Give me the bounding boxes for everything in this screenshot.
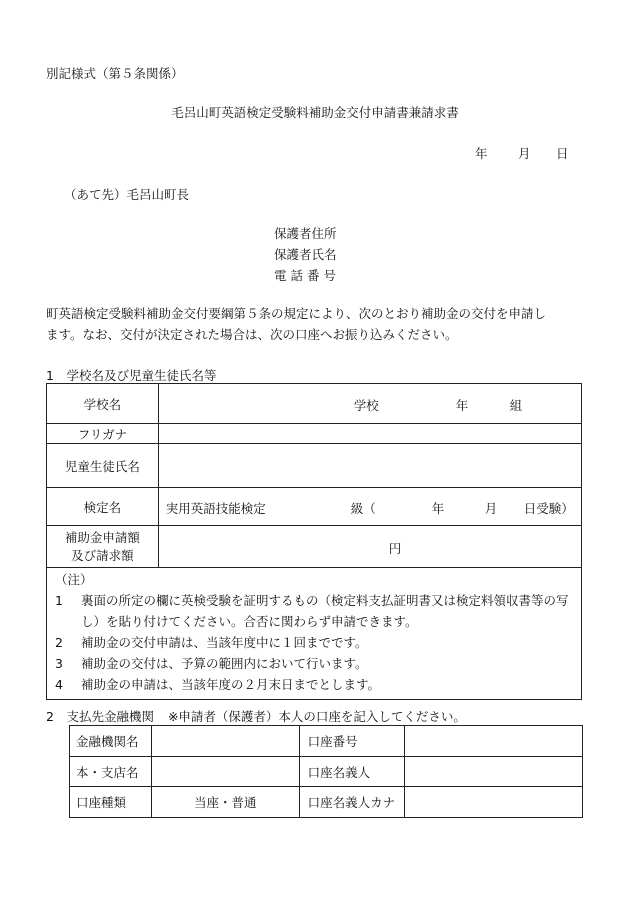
applicant-name-label: 保護者氏名 — [274, 247, 337, 262]
student-info-table — [46, 383, 582, 568]
note-text: 裏面の所定の欄に英検受験を証明するもの（検定料支払証明書又は検定料領収書等の写し）を貼り付けてください。合否に関わらず申請できます。 — [81, 593, 569, 629]
section2-title: 2 支払先金融機関 — [46, 709, 154, 724]
bank-table — [69, 725, 583, 818]
note-text: 補助金の交付申請は、当該年度中に１回までです。 — [81, 635, 368, 650]
kyu-label: 級（ — [350, 501, 376, 516]
bank-row — [70, 726, 583, 757]
intro-line-2: ます。なお、交付が決定された場合は、次の口座へお振り込みください。 — [46, 327, 458, 342]
note-number: 1 — [55, 593, 63, 608]
school-label: 学校名 — [47, 384, 159, 424]
furigana-row — [47, 424, 582, 444]
holder-kana-input[interactable] — [405, 787, 583, 818]
note-item — [55, 653, 581, 674]
student-name-input[interactable] — [158, 444, 581, 488]
note-text: 補助金の交付は、予算の範囲内において行います。 — [81, 656, 368, 671]
notes-heading: （注） — [55, 572, 93, 587]
grade-suffix: 年 — [455, 398, 469, 413]
holder-label: 口座名義人 — [299, 757, 405, 787]
exam-name: 実用英語技能検定 — [165, 501, 266, 516]
section1-heading: 1 学校名及び児童生徒氏名等 — [46, 368, 217, 383]
amount-input[interactable] — [158, 526, 581, 568]
amount-row — [47, 526, 582, 568]
amount-label — [47, 526, 159, 568]
note-item — [55, 632, 581, 653]
applicant-phone-label: 電 話 番 号 — [274, 268, 336, 283]
account-type-select[interactable]: 当座・普通 — [151, 787, 299, 818]
form-label: 別記様式（第５条関係） — [46, 66, 184, 81]
branch-label: 本・支店名 — [70, 757, 152, 787]
branch-row — [70, 757, 583, 787]
intro-line-1: 町英語検定受験料補助金交付要綱第５条の規定により、次のとおり補助金の交付を申請し — [46, 306, 547, 321]
note-number: 3 — [55, 656, 63, 671]
class-suffix: 組 — [509, 398, 523, 413]
account-number-label: 口座番号 — [299, 726, 405, 757]
date-day: 日 — [556, 146, 569, 161]
furigana-label: フリガナ — [47, 424, 159, 444]
account-type-label: 口座種類 — [70, 787, 152, 818]
school-row — [47, 384, 582, 424]
note-text: 補助金の申請は、当該年度の２月末日までとします。 — [81, 677, 381, 692]
yen-suffix: 円 — [388, 541, 402, 556]
account-number-input[interactable] — [405, 726, 583, 757]
exam-year-suffix: 年 — [431, 501, 445, 516]
date-month: 月 — [518, 146, 531, 161]
exam-day-suffix: 日受験） — [523, 501, 574, 516]
date-year: 年 — [475, 146, 488, 161]
furigana-input[interactable] — [158, 424, 581, 444]
exam-row — [47, 488, 582, 526]
note-number: 4 — [55, 677, 63, 692]
exam-month-suffix: 月 — [484, 501, 498, 516]
section2-note: ※申請者（保護者）本人の口座を記入してください。 — [167, 709, 466, 724]
addressee: （あて先）毛呂山町長 — [64, 187, 190, 202]
exam-input[interactable] — [158, 488, 581, 526]
type-row — [70, 787, 583, 818]
branch-input[interactable] — [151, 757, 299, 787]
amount-label-line1: 補助金申請額 — [64, 529, 140, 545]
note-item — [55, 590, 581, 632]
exam-label: 検定名 — [47, 488, 159, 526]
school-input[interactable] — [158, 384, 581, 424]
notes-box — [46, 567, 582, 700]
bank-name-label: 金融機関名 — [70, 726, 152, 757]
applicant-address-label: 保護者住所 — [274, 226, 337, 241]
amount-label-line2: 及び請求額 — [71, 547, 134, 563]
bank-name-input[interactable] — [151, 726, 299, 757]
section2-heading — [46, 707, 466, 725]
student-label: 児童生徒氏名 — [47, 444, 159, 488]
note-item — [55, 674, 581, 695]
holder-kana-label: 口座名義人カナ — [299, 787, 405, 818]
page-title: 毛呂山町英語検定受験料補助金交付申請書兼請求書 — [171, 105, 459, 120]
student-row — [47, 444, 582, 488]
note-number: 2 — [55, 635, 63, 650]
school-suffix: 学校 — [353, 398, 379, 413]
holder-input[interactable] — [405, 757, 583, 787]
